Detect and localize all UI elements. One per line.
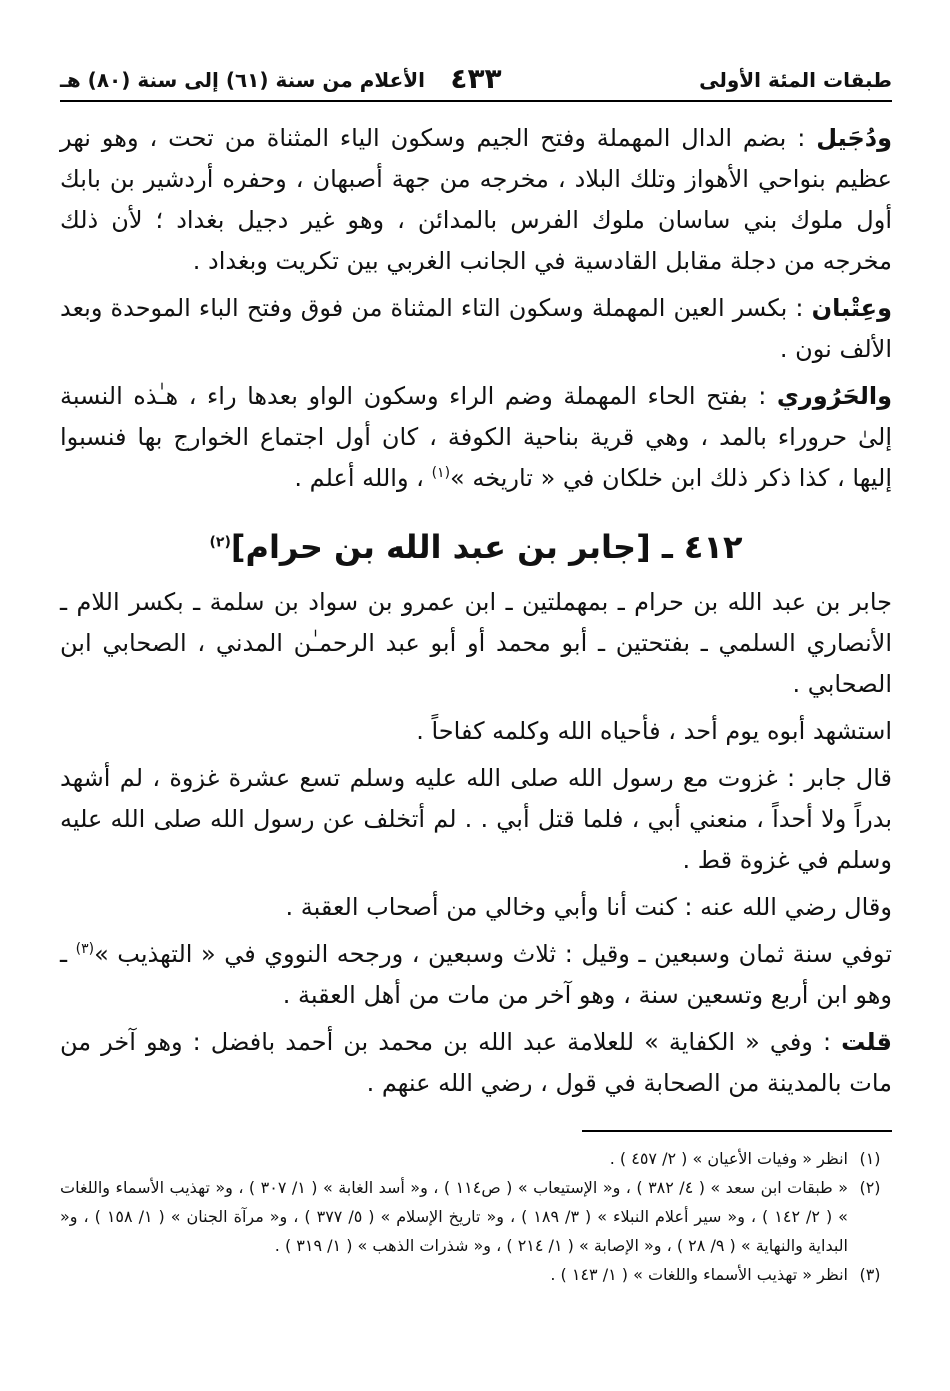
footnote-number: (٢) — [859, 1178, 881, 1197]
paragraph-haruri — [60, 376, 892, 499]
paragraph-text: توفي سنة ثمان وسبعين ـ وقيل : ثلاث وسبعين ، ورجحه النووي في « التهذيب » — [94, 940, 892, 968]
footnote-number: (٣) — [859, 1265, 881, 1284]
chapter-title: الأعلام من سنة (٦١) إلى سنة (٨٠) هـ — [60, 68, 426, 92]
bio-paragraph — [60, 758, 892, 881]
term: والحَرُوري — [776, 382, 892, 410]
footnote-ref[interactable]: (١) — [431, 465, 451, 481]
footnote-separator — [582, 1130, 892, 1132]
paragraph-itban — [60, 288, 892, 370]
main-text — [60, 118, 892, 1104]
footnote-number: (١) — [859, 1149, 881, 1168]
bio-paragraph — [60, 934, 892, 1016]
page-number: ٤٣٣ — [450, 62, 502, 95]
final-paragraph — [60, 1022, 892, 1104]
paragraph-text: ـ وهو ابن أربع وتسعين سنة ، وهو آخر من مات من أهل العقبة . — [60, 940, 892, 1009]
bio-paragraph — [60, 711, 892, 752]
term: وعِتْبان — [811, 294, 892, 322]
paragraph-text: استشهد أبوه يوم أحد ، فأحياه الله وكلمه كفاحاً . — [416, 717, 892, 745]
footnote-ref[interactable]: (٢) — [209, 534, 231, 551]
bio-paragraph — [60, 582, 892, 705]
footnote-text: « طبقات ابن سعد » ( ٤/ ٣٨٢ ) ، و« الإستيعاب » ( ص١١٤ ) ، و« أسد الغابة » ( ١/ ٣٠٧ ) ، و« تهذيب الأسماء واللغات » ( ٢/ ١٤٢ ) ، و« سير أعلام النبلاء » ( ٣/ ١٨٩ ) ، و« تاريخ الإسلام » ( ٥/ ٣٧٧ ) ، و« مرآة الجنان » ( ١/ ١٥٨ ) ، و« البداية والنهاية » ( ٩/ ٢٨ ) ، و« الإصابة » ( ١/ ٢١٤ ) ، و« شذرات الذهب » ( ١/ ٣١٩ ) . — [60, 1178, 848, 1255]
paragraph-text: : بكسر العين المهملة وسكون التاء المثناة من فوق وفتح الباء الموحدة وبعد الألف نون . — [60, 294, 892, 363]
footnote-ref[interactable]: (٣) — [75, 941, 95, 957]
paragraph-dujail — [60, 118, 892, 282]
footnote-text: انظر « وفيات الأعيان » ( ٢/ ٤٥٧ ) . — [609, 1149, 848, 1168]
book-title: طبقات المئة الأولى — [699, 68, 892, 92]
footnote — [60, 1260, 892, 1289]
paragraph-text: : وفي « الكفاية » للعلامة عبد الله بن محمد بن أحمد بافضل : وهو آخر من مات بالمدينة من الصحابة في قول ، رضي الله عنهم . — [60, 1028, 892, 1097]
bio-paragraph — [60, 887, 892, 928]
paragraph-text: وقال رضي الله عنه : كنت أنا وأبي وخالي من أصحاب العقبة . — [285, 893, 892, 921]
paragraph-text: جابر بن عبد الله بن حرام ـ بمهملتين ـ ابن عمرو بن سواد بن سلمة ـ بكسر اللام ـ الأنصاري السلمي ـ بفتحتين ـ أبو محمد أو أبو عبد الرحمـٰن المدني ، الصحابي ابن الصحابي . — [60, 588, 892, 698]
page-header — [60, 60, 892, 102]
book-page — [60, 60, 892, 1289]
term: قلت — [841, 1028, 892, 1056]
paragraph-text: ، والله أعلم . — [294, 464, 432, 492]
section-heading: ٤١٢ ـ [جابر بن عبد الله بن حرام] — [230, 528, 743, 566]
term: ودُجَيل — [816, 124, 892, 152]
paragraph-text: : بضم الدال المهملة وفتح الجيم وسكون الياء المثناة من تحت ، وهو نهر عظيم بنواحي الأهواز وتلك البلاد ، مخرجه من جهة أصبهان ، وحفره أردشير بن بابك أول ملوك بني ساسان ملوك الفرس بالمدائن ، وهو غير دجيل بغداد ؛ لأن ذلك مخرجه من دجلة مقابل القادسية في الجانب الغربي بين تكريت وبغداد . — [60, 124, 892, 275]
footnote — [60, 1144, 892, 1173]
paragraph-text: قال جابر : غزوت مع رسول الله صلى الله عليه وسلم تسع عشرة غزوة ، لم أشهد بدراً ولا أحداً ، منعني أبي ، فلما قتل أبي . . لم أتخلف عن رسول الله صلى الله عليه وسلم في غزوة قط . — [60, 764, 892, 874]
section-title — [60, 527, 892, 568]
footnote-text: انظر « تهذيب الأسماء واللغات » ( ١/ ١٤٣ ) . — [550, 1265, 848, 1284]
footnote — [60, 1173, 892, 1260]
footnotes — [60, 1144, 892, 1289]
paragraph-text: : بفتح الحاء المهملة وضم الراء وسكون الواو بعدها راء ، هـٰذه النسبة إلىٰ حروراء بالمد ، وهي قرية بناحية الكوفة ، كان أول اجتماع الخوارج بها فنسبوا إليها ، كذا ذكر ذلك ابن خلكان في « تاريخه » — [60, 382, 892, 492]
